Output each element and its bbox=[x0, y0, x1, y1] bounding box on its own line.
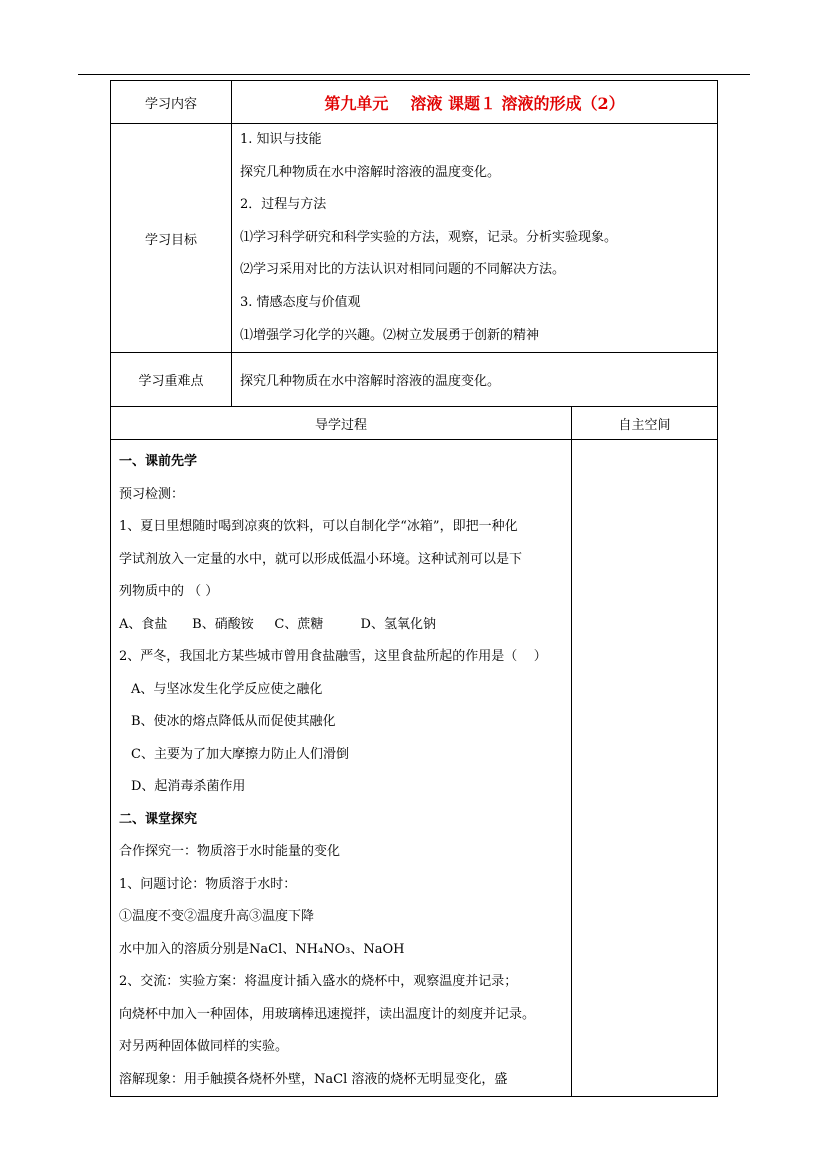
question-text: 列物质中的 （ ） bbox=[119, 584, 219, 600]
discussion-text: 1、问题讨论：物质溶于水时： bbox=[119, 876, 297, 892]
question-text: 2、严冬，我国北方某些城市曾用食盐融雪，这里食盐所起的作用是（ ） bbox=[119, 649, 547, 665]
question-options: A、食盐 B、硝酸铵 C、蔗糖 D、氢氧化钠 bbox=[119, 616, 436, 632]
exchange-text: 向烧杯中加入一种固体，用玻璃棒迅速搅拌，读出温度计的刻度并记录。 bbox=[119, 1006, 536, 1022]
question-text: 1、夏日里想随时喝到凉爽的饮料，可以自制化学“冰箱”，即把一种化 bbox=[119, 519, 518, 535]
title-lesson: 溶液 课题１ 溶液的形成（2） bbox=[410, 93, 625, 113]
section-heading: 一、课前先学 bbox=[119, 454, 198, 470]
objective-line: 2．过程与方法 bbox=[240, 197, 327, 213]
page-title bbox=[232, 81, 718, 124]
phenomenon-text: 溶解现象：用手触摸各烧杯外壁，NaCl 溶液的烧杯无明显变化，盛 bbox=[119, 1071, 508, 1087]
body-row bbox=[111, 440, 718, 1097]
explore-title: 合作探究一：物质溶于水时能量的变化 bbox=[119, 844, 341, 860]
self-space-area bbox=[572, 440, 718, 1097]
section-heading: 二、课堂探究 bbox=[119, 811, 198, 827]
key-points-text: 探究几种物质在水中溶解时溶液的温度变化。 bbox=[232, 353, 718, 407]
objective-line: 探究几种物质在水中溶解时溶液的温度变化。 bbox=[240, 164, 501, 180]
title-unit: 第九单元 bbox=[324, 93, 389, 113]
objectives-label: 学习目标 bbox=[111, 124, 232, 353]
objective-line: ⑵学习采用对比的方法认识对相同问题的不同解决方法。 bbox=[240, 262, 566, 278]
lesson-table bbox=[110, 80, 718, 1097]
content-row bbox=[111, 81, 718, 124]
exchange-text: 2、交流：实验方案：将温度计插入盛水的烧杯中，观察温度并记录； bbox=[119, 974, 518, 990]
option-a: A、与坚冰发生化学反应使之融化 bbox=[131, 681, 323, 697]
option-b: B、使冰的熔点降低从而促使其融化 bbox=[131, 714, 336, 730]
key-points-label: 学习重难点 bbox=[111, 353, 232, 407]
temperature-options: ①温度不变②温度升高③温度下降 bbox=[119, 909, 315, 925]
self-space-header: 自主空间 bbox=[572, 407, 718, 440]
guide-process-content bbox=[111, 440, 572, 1097]
content-label: 学习内容 bbox=[111, 81, 232, 124]
question-text: 学试剂放入一定量的水中，就可以形成低温小环境。这种试剂可以是下 bbox=[119, 551, 523, 567]
column-header-row bbox=[111, 407, 718, 440]
exchange-text: 对另两种固体做同样的实验。 bbox=[119, 1039, 289, 1055]
preview-label: 预习检测： bbox=[119, 486, 185, 502]
header-rule bbox=[78, 74, 750, 75]
solutes-text: 水中加入的溶质分别是NaCl、NH₄NO₃、NaOH bbox=[119, 941, 405, 957]
objective-line: 3. 情感态度与价值观 bbox=[240, 294, 361, 310]
key-points-row bbox=[111, 353, 718, 407]
option-c: C、主要为了加大摩擦力防止人们滑倒 bbox=[131, 746, 349, 762]
objective-line: ⑴增强学习化学的兴趣。⑵树立发展勇于创新的精神 bbox=[240, 327, 540, 343]
objective-line: 1. 知识与技能 bbox=[240, 132, 322, 147]
guide-process-header: 导学过程 bbox=[111, 407, 572, 440]
objectives-row bbox=[111, 124, 718, 353]
objective-line: ⑴学习科学研究和科学实验的方法，观察，记录。分析实验现象。 bbox=[240, 229, 618, 245]
objectives-content bbox=[232, 124, 718, 353]
option-d: D、起消毒杀菌作用 bbox=[131, 779, 246, 795]
